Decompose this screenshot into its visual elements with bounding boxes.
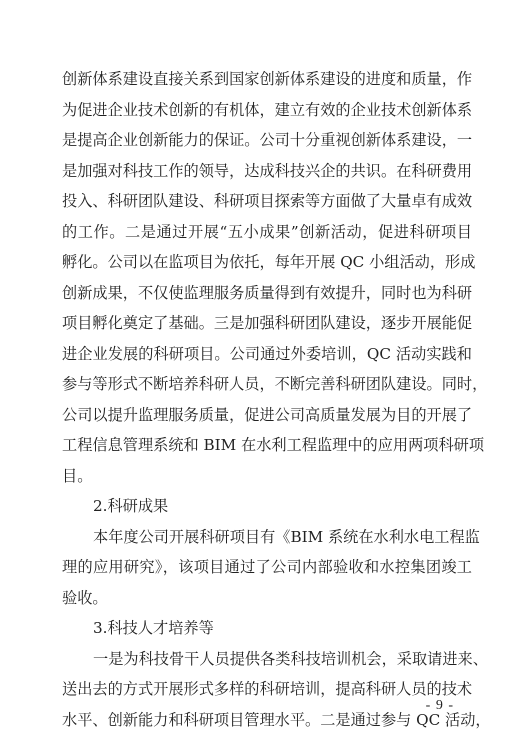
paragraph-line: 是加强对科技工作的领导，达成科技兴企的共识。在科研费用 <box>62 161 473 180</box>
section-heading: 2.科研成果 <box>93 497 169 515</box>
paragraph-line: 创新成果，不仅使监理服务质量得到有效提升，同时也为科研 <box>62 283 473 302</box>
document-body <box>62 64 491 735</box>
page-number: - 9 - <box>425 698 454 713</box>
paragraph-line: 创新体系建设直接关系到国家创新体系建设的进度和质量，作 <box>62 70 473 88</box>
paragraph-line: 验收。 <box>62 588 108 607</box>
paragraph-line: 本年度公司开展科研项目有《BIM 系统在水利水电工程监 <box>93 527 480 546</box>
paragraph-line: 参与等形式不断培养科研人员，不断完善科研团队建设。同时， <box>62 375 488 393</box>
paragraph-line: 是提高企业创新能力的保证。公司十分重视创新体系建设，一 <box>62 131 473 149</box>
paragraph-line: 投入、科研团队建设、科研项目探索等方面做了大量卓有成效 <box>62 192 473 210</box>
section-heading: 3.科技人才培养等 <box>93 619 214 637</box>
paragraph-line: 送出去的方式开展形式多样的科研培训，提高科研人员的技术 <box>62 680 473 698</box>
paragraph-line: 公司以提升监理服务质量，促进公司高质量发展为目的开展了 <box>62 405 473 424</box>
paragraph-line: 目。 <box>62 466 93 485</box>
paragraph-line: 理的应用研究》，该项目通过了公司内部验收和水控集团竣工 <box>62 558 472 576</box>
paragraph-line: 水平、创新能力和科研项目管理水平。二是通过参与 QC 活动， <box>62 710 491 729</box>
paragraph-line: 一是为科技骨干人员提供各类科技培训机会，采取请进来、 <box>93 649 488 668</box>
paragraph-line: 为促进企业技术创新的有机体，建立有效的企业技术创新体系 <box>62 100 473 119</box>
paragraph-line: 进企业发展的科研项目。公司通过外委培训，QC 活动实践和 <box>62 344 472 363</box>
paragraph-line: 项目孵化奠定了基础。三是加强科研团队建设，逐步开展能促 <box>62 314 473 332</box>
paragraph-line: 孵化。公司以在监项目为依托，每年开展 QC 小组活动，形成 <box>62 253 476 271</box>
paragraph-line: 工程信息管理系统和 BIM 在水利工程监理中的应用两项科研项 <box>62 436 485 454</box>
paragraph-line: 的工作。二是通过开展“五小成果”创新活动，促进科研项目 <box>62 222 472 241</box>
